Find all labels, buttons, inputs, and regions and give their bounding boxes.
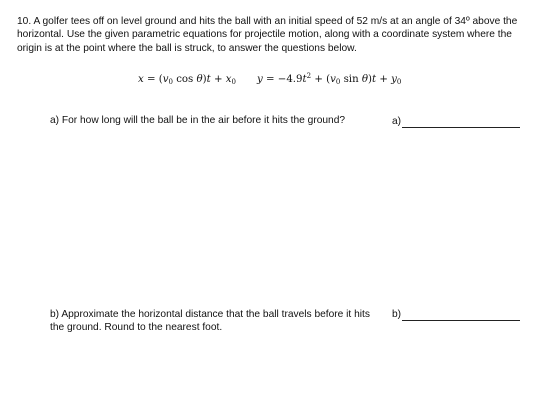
answer-b-blank[interactable] xyxy=(402,310,520,321)
question-b-text: b) Approximate the horizontal distance that the ball travels before it hits the ground. Round to the nearest foot. xyxy=(50,309,370,334)
problem-statement xyxy=(17,15,537,55)
answer-b-label: b) xyxy=(392,309,402,320)
equation-y: $y = -4.9t^2 + (v_0$ $\sin \theta)t + y_0$ xyxy=(257,72,402,86)
question-a-text: a) For how long will the ball be in the air before it hits the ground? xyxy=(50,115,346,126)
problem-text xyxy=(17,15,537,55)
question-b xyxy=(50,308,370,335)
problem-number: 10. xyxy=(17,16,32,27)
problem-body: A golfer tees off on level ground and hits the ball with an initial speed of 52 m/s at an angle of 34º above the horizontal. Use the given parametric equations for projectile motion, along with a coordinate system where the origin is at the point where the ball is struck, to answer the questions below. xyxy=(17,16,518,54)
parametric-equations xyxy=(0,74,549,90)
answer-a[interactable] xyxy=(392,115,520,128)
answer-a-blank[interactable] xyxy=(402,117,520,128)
answer-a-label: a) xyxy=(392,116,402,127)
question-a xyxy=(50,114,370,127)
equation-x: $x = (v_0$ $\cos \theta)t + x_0$ xyxy=(138,74,236,86)
answer-b[interactable] xyxy=(392,308,520,321)
